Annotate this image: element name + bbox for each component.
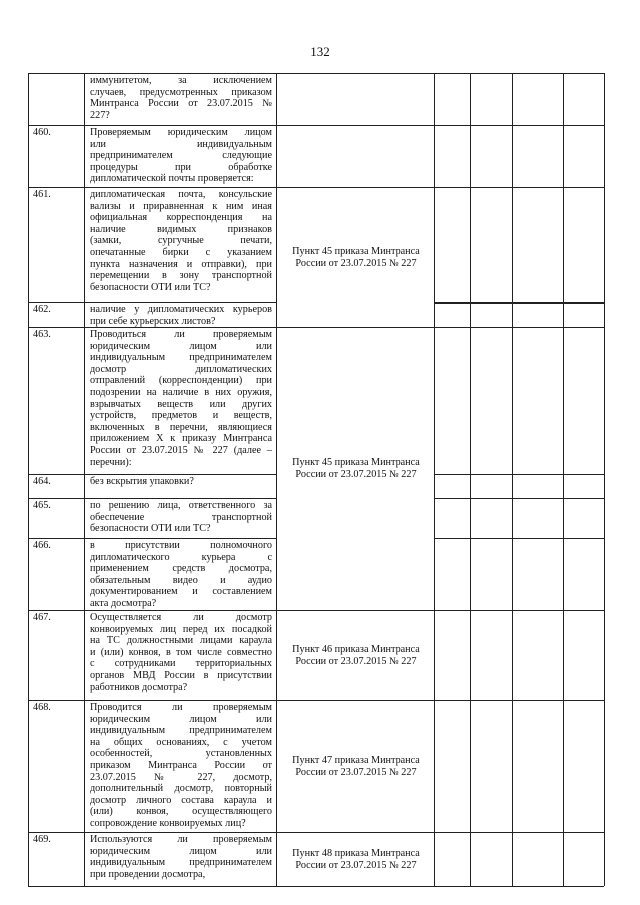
table-column-line — [84, 73, 85, 886]
row-question — [90, 834, 272, 880]
table-row-line — [276, 125, 434, 126]
question-line: наличие у дипломатических курьеров — [90, 304, 272, 315]
table-row-line — [28, 700, 276, 701]
question-line: сопровождение конвоируемых лиц? — [90, 817, 246, 829]
question-line: отправлений (корреспонденции) при — [90, 375, 272, 387]
row-number: 467. — [33, 612, 51, 623]
legal-reference: Пункт 45 приказа Минтранса России от 23.07.2015 № 227 — [292, 246, 420, 269]
table-row-line — [434, 474, 604, 475]
row-question — [90, 304, 272, 327]
row-question — [90, 540, 272, 610]
question-line: документированием и составлением — [90, 586, 272, 598]
table-row-line — [276, 832, 434, 833]
question-line: перечни): — [90, 456, 132, 468]
question-line: приложением X к приказу Минтранса — [90, 433, 272, 445]
row-question — [90, 329, 272, 468]
question-line: или индивидуальным — [90, 138, 272, 150]
table-row-line — [28, 610, 276, 611]
question-line: безопасности ОТИ или ТС? — [90, 281, 211, 293]
row-number: 461. — [33, 189, 51, 200]
table-column-line — [276, 73, 277, 886]
question-line: безопасности ОТИ или ТС? — [90, 523, 211, 535]
question-line: применением средств досмотра, — [90, 563, 272, 575]
question-line: Проводится ли проверяемым — [90, 702, 272, 713]
row-number: 468. — [33, 702, 51, 713]
table-row-line — [28, 73, 276, 74]
legal-reference: Пункт 45 приказа Минтранса России от 23.07.2015 № 227 — [292, 457, 420, 480]
row-number: 463. — [33, 329, 51, 340]
question-line: без вскрытия упаковки? — [90, 476, 194, 487]
question-line: приказом Минтранса России от — [90, 759, 272, 771]
question-line: процедуры при обработке — [90, 161, 272, 173]
row-number: 469. — [33, 834, 51, 845]
question-line: досмотр дипломатических — [90, 363, 272, 375]
table-column-line — [604, 73, 605, 886]
question-line: индивидуальным предпринимателем — [90, 352, 272, 364]
question-line: конвоируемых лиц перед их посадкой — [90, 623, 272, 635]
question-line: индивидуальным предпринимателем — [90, 725, 272, 737]
question-line: официальная корреспонденция на — [90, 212, 272, 224]
legal-reference: Пункт 48 приказа Минтранса России от 23.07.2015 № 227 — [292, 848, 420, 871]
table-column-line — [563, 73, 564, 886]
question-line: 227? — [90, 109, 110, 121]
question-line: дополнительный досмотр, повторный — [90, 783, 272, 795]
row-question — [90, 702, 272, 830]
table-row-line — [28, 886, 604, 887]
question-line: Осуществляется ли досмотр — [90, 612, 272, 623]
table-row-line — [276, 610, 434, 611]
table-column-line — [512, 73, 513, 886]
row-question — [90, 189, 272, 293]
question-line: иммунитетом, за исключением — [90, 75, 272, 86]
row-question — [90, 75, 272, 121]
table-row-line — [28, 832, 276, 833]
question-line: по решению лица, ответственного за — [90, 500, 272, 511]
table-row-line — [28, 302, 276, 303]
question-line: взрывчатых веществ или других — [90, 398, 272, 410]
question-line: на общих основаниях, с учетом — [90, 736, 272, 748]
question-line: обязательным видео и аудио — [90, 574, 272, 586]
table-row-line — [28, 538, 276, 539]
question-line: юридическим лицом или — [90, 340, 272, 352]
question-line: индивидуальным предпринимателем — [90, 857, 272, 869]
question-line: на ТС должностными лицами караула — [90, 635, 272, 647]
question-line: наличие видимых признаков — [90, 223, 272, 235]
row-question — [90, 127, 272, 185]
question-line: (замки, сургучные печати, — [90, 235, 272, 247]
table-column-line — [28, 73, 29, 886]
question-line: Проверяемым юридическим лицом — [90, 127, 272, 138]
question-line: России от 23.07.2015 № 227 (далее – — [90, 444, 272, 456]
question-line: с сотрудниками территориальных — [90, 658, 272, 670]
question-line: подозрении на наличие в них оружия, — [90, 386, 272, 398]
question-line: дипломатической почты проверяется: — [90, 173, 254, 185]
question-line: Используются ли проверяемым — [90, 834, 272, 845]
table-row-line — [28, 498, 276, 499]
question-line: Проводиться ли проверяемым — [90, 329, 272, 340]
question-line: при проведении досмотра, — [90, 868, 206, 880]
question-line: и (или) конвоя, в том числе совместно — [90, 646, 272, 658]
question-line: юридическим лицом или — [90, 845, 272, 857]
table-row-line — [434, 303, 604, 304]
question-line: вализы и приравненная к ним иная — [90, 200, 272, 212]
table-row-line — [434, 832, 604, 833]
table-row-line — [434, 73, 604, 74]
question-line: случаев, предусмотренных приказом — [90, 86, 272, 98]
legal-reference: Пункт 47 приказа Минтранса России от 23.07.2015 № 227 — [292, 755, 420, 778]
table-row-line — [276, 327, 434, 328]
question-line: Минтранса России от 23.07.2015 № — [90, 98, 272, 110]
question-line: особенностей, установленных — [90, 748, 272, 760]
table-row-line — [434, 125, 604, 126]
row-number: 465. — [33, 500, 51, 511]
question-line: дипломатическая почта, консульские — [90, 189, 272, 200]
question-line: юридическим лицом или — [90, 713, 272, 725]
table-row-line — [434, 498, 604, 499]
page-number: 132 — [310, 44, 330, 59]
question-line: при себе курьерских листов? — [90, 315, 216, 327]
table-row-line — [28, 474, 276, 475]
question-line: пункта назначения и отправки), при — [90, 258, 272, 270]
question-line: органов МВД России в присутствии — [90, 669, 272, 681]
table-row-line — [434, 187, 604, 188]
question-line: 23.07.2015 № 227, досмотр, — [90, 771, 272, 783]
row-number: 462. — [33, 304, 51, 315]
question-line: включенных в перечни, являющиеся — [90, 421, 272, 433]
question-line: акта досмотра? — [90, 597, 157, 609]
question-line: работников досмотра? — [90, 681, 188, 693]
table-row-line — [28, 187, 276, 188]
row-number: 464. — [33, 476, 51, 487]
table-row-line — [276, 187, 434, 188]
question-line: перемещении в зону транспортной — [90, 270, 272, 282]
question-line: досмотр личного состава караула и — [90, 794, 272, 806]
question-line: опечатанные бирки с указанием — [90, 246, 272, 258]
table-row-line — [434, 538, 604, 539]
table-row-line — [276, 73, 434, 74]
legal-reference: Пункт 46 приказа Минтранса России от 23.07.2015 № 227 — [292, 644, 420, 667]
question-line: дипломатического курьера с — [90, 551, 272, 563]
row-question — [90, 612, 272, 693]
question-line: предпринимателем следующие — [90, 150, 272, 162]
row-number: 460. — [33, 127, 51, 138]
table-row-line — [28, 125, 276, 126]
row-question — [90, 476, 272, 488]
table-row-line — [434, 700, 604, 701]
question-line: в присутствии полномочного — [90, 540, 272, 551]
table-row-line — [276, 700, 434, 701]
row-number: 466. — [33, 540, 51, 551]
table-row-line — [434, 610, 604, 611]
table-row-line — [434, 327, 604, 328]
question-line: (или) конвоя, осуществляющего — [90, 806, 272, 818]
table-column-line — [470, 73, 471, 886]
table-column-line — [434, 73, 435, 886]
question-line: обеспечение транспортной — [90, 511, 272, 523]
row-question — [90, 500, 272, 535]
question-line: устройств, предметов и веществ, — [90, 410, 272, 422]
